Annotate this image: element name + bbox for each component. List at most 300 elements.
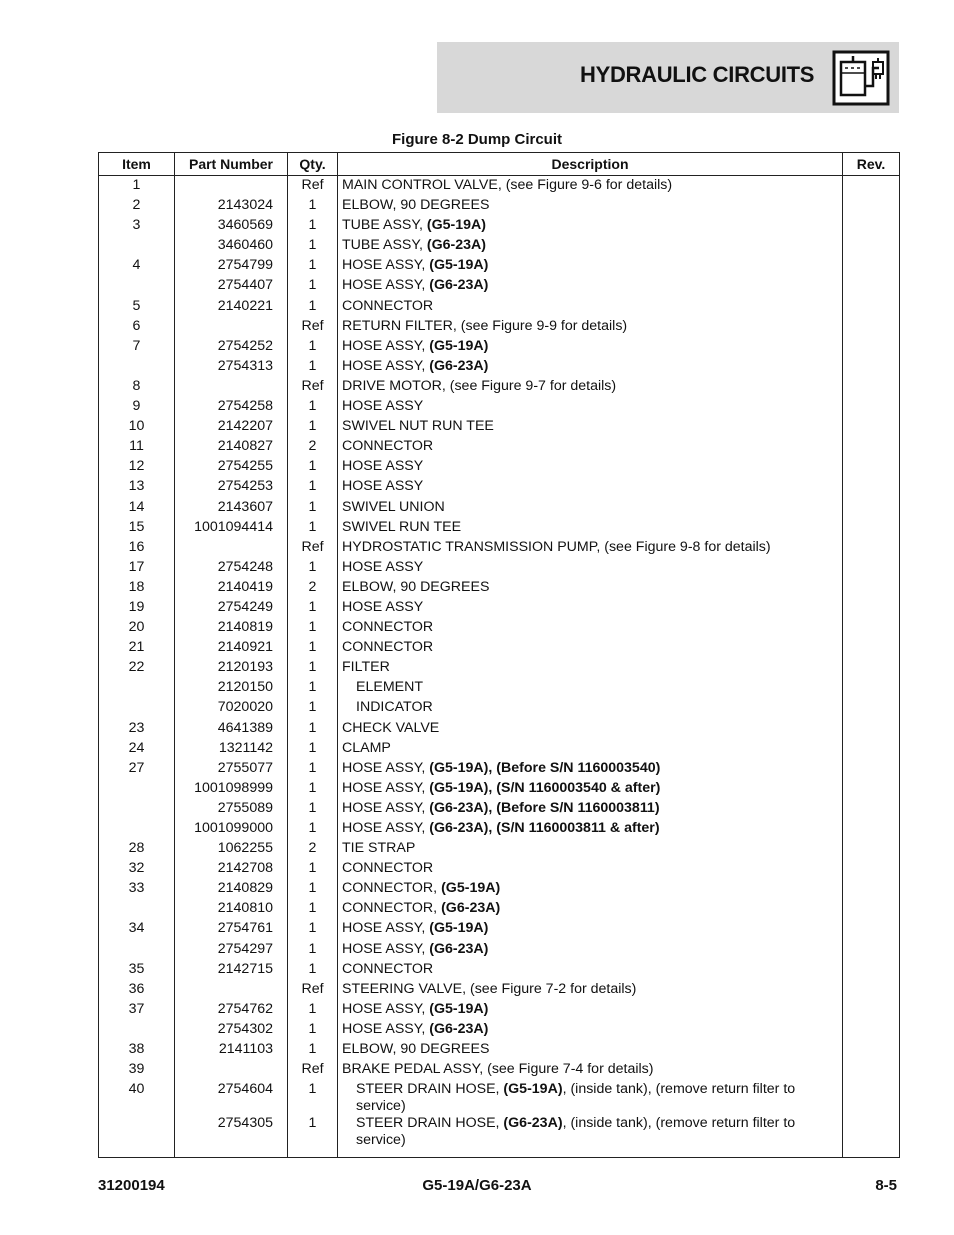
model-designation: (G5-19A), (Before S/N 1160003540) bbox=[429, 759, 661, 776]
description-text: HOSE ASSY, bbox=[342, 357, 430, 374]
model-designation: (G6-23A), (S/N 1160003811 & after) bbox=[429, 820, 660, 836]
description-text: ELBOW, 90 DEGREES bbox=[342, 578, 490, 595]
rev-cell bbox=[843, 720, 900, 740]
item-cell: 32 bbox=[128, 860, 145, 877]
item-cell: 34 bbox=[128, 920, 145, 937]
qty-cell: 1 bbox=[288, 599, 338, 619]
rev-cell bbox=[843, 197, 900, 217]
table-row bbox=[99, 237, 900, 257]
qty-cell: Ref bbox=[288, 1061, 338, 1081]
part-number-cell: 2142708 bbox=[175, 860, 288, 880]
model-designation: (G5-19A) bbox=[429, 1000, 489, 1017]
qty-cell: 1 bbox=[288, 900, 338, 920]
description-cell bbox=[338, 1021, 843, 1041]
model-designation: (G5-19A) bbox=[426, 217, 487, 234]
table-row bbox=[99, 860, 900, 880]
item-cell: 10 bbox=[128, 418, 145, 435]
part-number-cell: 1001098999 bbox=[175, 780, 288, 800]
model-designation: (G6-23A) bbox=[429, 277, 489, 294]
table-header-row bbox=[99, 153, 900, 176]
item-cell: 21 bbox=[128, 639, 145, 656]
part-number-cell: 2754604 bbox=[175, 1081, 288, 1115]
rev-cell bbox=[843, 458, 900, 478]
qty-cell: 1 bbox=[288, 720, 338, 740]
rev-cell bbox=[843, 318, 900, 338]
item-cell: 16 bbox=[128, 538, 145, 555]
qty-cell: 1 bbox=[288, 1041, 338, 1061]
qty-cell: 1 bbox=[288, 217, 338, 237]
qty-cell: 1 bbox=[288, 880, 338, 900]
description-text: INDICATOR bbox=[356, 699, 433, 716]
description-cell bbox=[338, 760, 843, 780]
table-row bbox=[99, 740, 900, 760]
item-cell bbox=[99, 941, 175, 961]
rev-cell bbox=[843, 800, 900, 820]
model-designation: (G5-19A) bbox=[429, 920, 489, 937]
part-number-cell: 2143024 bbox=[175, 197, 288, 217]
qty-cell: Ref bbox=[288, 378, 338, 398]
item-cell: 20 bbox=[128, 619, 145, 636]
part-number-cell: 2754761 bbox=[175, 920, 288, 940]
item-cell: 6 bbox=[132, 317, 141, 334]
item-cell: 17 bbox=[128, 558, 145, 575]
description-cell bbox=[338, 277, 843, 297]
qty-cell: 1 bbox=[288, 458, 338, 478]
description-text: HOSE ASSY, bbox=[342, 1000, 430, 1017]
item-cell: 9 bbox=[132, 398, 141, 415]
table-row bbox=[99, 920, 900, 940]
model-designation: (G5-19A), (S/N 1160003540 & after) bbox=[429, 779, 661, 796]
description-cell bbox=[338, 579, 843, 599]
rev-cell bbox=[843, 499, 900, 519]
model-designation: (G6-23A) bbox=[429, 940, 489, 957]
rev-cell bbox=[843, 338, 900, 358]
model-designation: (G6-23A) bbox=[503, 1115, 563, 1132]
description-cell bbox=[338, 920, 843, 940]
table-row bbox=[99, 599, 900, 619]
rev-cell bbox=[843, 257, 900, 277]
item-cell bbox=[99, 1115, 175, 1158]
parts-table bbox=[98, 152, 900, 1158]
table-row bbox=[99, 257, 900, 277]
description-cell bbox=[338, 961, 843, 981]
description-text: HOSE ASSY bbox=[342, 458, 424, 475]
part-number-cell: 1001099000 bbox=[175, 820, 288, 840]
rev-cell bbox=[843, 478, 900, 498]
table-row bbox=[99, 398, 900, 418]
description-text: ELEMENT bbox=[356, 679, 424, 696]
table-row bbox=[99, 298, 900, 318]
rev-cell bbox=[843, 740, 900, 760]
qty-cell: 1 bbox=[288, 800, 338, 820]
qty-cell: 1 bbox=[288, 237, 338, 257]
rev-cell bbox=[843, 639, 900, 659]
item-cell: 1 bbox=[132, 177, 141, 193]
description-cell bbox=[338, 478, 843, 498]
item-cell bbox=[99, 699, 175, 719]
rev-cell bbox=[843, 217, 900, 237]
qty-cell: 1 bbox=[288, 920, 338, 940]
description-cell bbox=[338, 298, 843, 318]
table-row bbox=[99, 900, 900, 920]
part-number-cell: 2120150 bbox=[175, 679, 288, 699]
qty-cell: 1 bbox=[288, 619, 338, 639]
description-cell bbox=[338, 780, 843, 800]
description-text: HOSE ASSY bbox=[342, 558, 424, 575]
description-text: CONNECTOR bbox=[342, 960, 434, 977]
description-cell bbox=[338, 820, 843, 840]
description-text: STEERING VALVE, (see Figure 7-2 for details) bbox=[342, 980, 637, 997]
part-number-cell bbox=[175, 318, 288, 338]
parts-table-body bbox=[99, 176, 900, 1158]
table-row bbox=[99, 699, 900, 719]
part-number-cell: 2755089 bbox=[175, 800, 288, 820]
description-text: HOSE ASSY, bbox=[342, 277, 430, 294]
part-number-cell bbox=[175, 981, 288, 1001]
description-cell bbox=[338, 559, 843, 579]
part-number-cell: 1321142 bbox=[175, 740, 288, 760]
footer-page-number: 8-5 bbox=[875, 1177, 897, 1194]
table-row bbox=[99, 519, 900, 539]
item-cell: 18 bbox=[128, 578, 145, 595]
qty-cell: 1 bbox=[288, 1115, 338, 1158]
model-designation: (G5-19A) bbox=[429, 337, 489, 354]
rev-cell bbox=[843, 840, 900, 860]
rev-cell bbox=[843, 1061, 900, 1081]
qty-cell: 1 bbox=[288, 860, 338, 880]
qty-cell: 1 bbox=[288, 699, 338, 719]
description-cell bbox=[338, 659, 843, 679]
description-text: HOSE ASSY bbox=[342, 478, 424, 495]
rev-cell bbox=[843, 519, 900, 539]
table-row bbox=[99, 961, 900, 981]
table-row bbox=[99, 1021, 900, 1041]
qty-cell: 1 bbox=[288, 1081, 338, 1115]
part-number-cell: 2140819 bbox=[175, 619, 288, 639]
qty-cell: 1 bbox=[288, 478, 338, 498]
rev-cell bbox=[843, 699, 900, 719]
description-cell bbox=[338, 458, 843, 478]
rev-cell bbox=[843, 860, 900, 880]
table-row bbox=[99, 941, 900, 961]
part-number-cell: 2754313 bbox=[175, 358, 288, 378]
rev-cell bbox=[843, 358, 900, 378]
description-cell bbox=[338, 619, 843, 639]
item-cell: 5 bbox=[132, 297, 141, 314]
description-cell bbox=[338, 358, 843, 378]
description-text: TIE STRAP bbox=[342, 840, 416, 857]
model-designation: (G5-19A) bbox=[441, 880, 501, 897]
item-cell bbox=[99, 900, 175, 920]
part-number-cell: 2140827 bbox=[175, 438, 288, 458]
qty-cell: 1 bbox=[288, 639, 338, 659]
qty-cell: 1 bbox=[288, 559, 338, 579]
description-cell bbox=[338, 740, 843, 760]
rev-cell bbox=[843, 900, 900, 920]
item-cell: 7 bbox=[132, 337, 141, 354]
column-header-description: Description bbox=[338, 153, 843, 176]
item-cell: 22 bbox=[128, 659, 145, 676]
description-cell bbox=[338, 318, 843, 338]
description-text: HOSE ASSY, bbox=[342, 337, 430, 354]
model-designation: (G6-23A) bbox=[429, 1020, 489, 1037]
description-text: HOSE ASSY, bbox=[342, 920, 430, 937]
part-number-cell: 2143607 bbox=[175, 499, 288, 519]
description-text: FILTER bbox=[342, 659, 390, 676]
description-text: STEER DRAIN HOSE, bbox=[356, 1115, 504, 1132]
item-cell: 23 bbox=[128, 719, 145, 736]
qty-cell: 1 bbox=[288, 941, 338, 961]
description-cell bbox=[338, 720, 843, 740]
qty-cell: 1 bbox=[288, 1021, 338, 1041]
rev-cell bbox=[843, 619, 900, 639]
description-cell bbox=[338, 900, 843, 920]
description-text: HOSE ASSY, bbox=[342, 799, 430, 816]
rev-cell bbox=[843, 378, 900, 398]
qty-cell: 1 bbox=[288, 277, 338, 297]
table-row bbox=[99, 277, 900, 297]
item-cell: 36 bbox=[128, 980, 145, 997]
table-row bbox=[99, 720, 900, 740]
description-cell bbox=[338, 699, 843, 719]
item-cell: 39 bbox=[128, 1061, 145, 1078]
part-number-cell: 2754258 bbox=[175, 398, 288, 418]
table-row bbox=[99, 619, 900, 639]
section-title: HYDRAULIC CIRCUITS bbox=[580, 62, 815, 87]
description-cell bbox=[338, 519, 843, 539]
description-text: HOSE ASSY, bbox=[342, 257, 430, 274]
part-number-cell: 7020020 bbox=[175, 699, 288, 719]
column-header-rev: Rev. bbox=[843, 153, 900, 176]
hydraulic-tank-icon bbox=[832, 48, 890, 106]
description-cell bbox=[338, 438, 843, 458]
description-cell bbox=[338, 1001, 843, 1021]
column-header-item: Item bbox=[99, 153, 175, 176]
part-number-cell: 2140921 bbox=[175, 639, 288, 659]
qty-cell: 1 bbox=[288, 740, 338, 760]
description-text: CHECK VALVE bbox=[342, 719, 440, 736]
rev-cell bbox=[843, 981, 900, 1001]
description-text: SWIVEL UNION bbox=[342, 498, 445, 515]
model-designation: (G6-23A) bbox=[426, 237, 487, 254]
rev-cell bbox=[843, 277, 900, 297]
rev-cell bbox=[843, 579, 900, 599]
model-designation: (G6-23A) bbox=[441, 900, 501, 917]
item-cell: 33 bbox=[128, 880, 145, 897]
description-text: SWIVEL NUT RUN TEE bbox=[342, 418, 494, 435]
part-number-cell bbox=[175, 539, 288, 559]
description-cell bbox=[338, 679, 843, 699]
description-text: CONNECTOR, bbox=[342, 880, 442, 897]
table-row bbox=[99, 639, 900, 659]
part-number-cell: 2755077 bbox=[175, 760, 288, 780]
item-cell: 28 bbox=[128, 840, 145, 857]
part-number-cell: 2142207 bbox=[175, 418, 288, 438]
table-row bbox=[99, 1041, 900, 1061]
table-row bbox=[99, 1061, 900, 1081]
table-row bbox=[99, 679, 900, 699]
description-text: ELBOW, 90 DEGREES bbox=[342, 197, 490, 214]
table-row bbox=[99, 176, 900, 198]
item-cell bbox=[99, 1021, 175, 1041]
part-number-cell: 4641389 bbox=[175, 720, 288, 740]
item-cell bbox=[99, 780, 175, 800]
qty-cell: Ref bbox=[288, 318, 338, 338]
description-cell bbox=[338, 1081, 843, 1115]
qty-cell: 1 bbox=[288, 499, 338, 519]
description-text: STEER DRAIN HOSE, bbox=[356, 1081, 504, 1098]
item-cell: 40 bbox=[128, 1081, 145, 1098]
part-number-cell: 2754305 bbox=[175, 1115, 288, 1158]
qty-cell: 1 bbox=[288, 519, 338, 539]
description-cell bbox=[338, 237, 843, 257]
description-cell bbox=[338, 217, 843, 237]
figure-title: Figure 8-2 Dump Circuit bbox=[391, 131, 563, 148]
table-row bbox=[99, 217, 900, 237]
description-cell bbox=[338, 378, 843, 398]
item-cell bbox=[99, 800, 175, 820]
part-number-cell: 2754252 bbox=[175, 338, 288, 358]
qty-cell: 1 bbox=[288, 418, 338, 438]
item-cell: 12 bbox=[128, 458, 145, 475]
table-row bbox=[99, 499, 900, 519]
rev-cell bbox=[843, 237, 900, 257]
footer-model: G5-19A/G6-23A bbox=[422, 1177, 532, 1194]
description-text: RETURN FILTER, (see Figure 9-9 for details) bbox=[342, 317, 628, 334]
table-row bbox=[99, 579, 900, 599]
part-number-cell: 2754407 bbox=[175, 277, 288, 297]
description-text: CONNECTOR bbox=[342, 639, 434, 656]
table-row bbox=[99, 880, 900, 900]
description-text: CONNECTOR bbox=[342, 860, 434, 877]
description-note: , (inside tank), (remove return filter to service) bbox=[356, 1081, 796, 1115]
description-cell bbox=[338, 981, 843, 1001]
description-text: SWIVEL RUN TEE bbox=[342, 518, 462, 535]
item-cell bbox=[99, 358, 175, 378]
model-designation: (G5-19A) bbox=[503, 1081, 563, 1098]
table-row bbox=[99, 760, 900, 780]
item-cell bbox=[99, 237, 175, 257]
qty-cell: 1 bbox=[288, 760, 338, 780]
table-row bbox=[99, 659, 900, 679]
description-text: CONNECTOR bbox=[342, 619, 434, 636]
rev-cell bbox=[843, 880, 900, 900]
part-number-cell bbox=[175, 176, 288, 198]
part-number-cell: 2142715 bbox=[175, 961, 288, 981]
description-text: MAIN CONTROL VALVE, (see Figure 9-6 for details) bbox=[342, 177, 673, 193]
part-number-cell bbox=[175, 1061, 288, 1081]
column-header-qty: Qty. bbox=[288, 153, 338, 176]
table-row bbox=[99, 1081, 900, 1115]
rev-cell bbox=[843, 1021, 900, 1041]
column-header-part-number: Part Number bbox=[175, 153, 288, 176]
description-text: HOSE ASSY bbox=[342, 598, 424, 615]
rev-cell bbox=[843, 941, 900, 961]
part-number-cell bbox=[175, 378, 288, 398]
description-text: HYDROSTATIC TRANSMISSION PUMP, (see Figure 9-8 for details) bbox=[342, 538, 771, 555]
qty-cell: 1 bbox=[288, 197, 338, 217]
table-row bbox=[99, 478, 900, 498]
item-cell: 4 bbox=[132, 257, 141, 274]
rev-cell bbox=[843, 176, 900, 198]
part-number-cell: 2754297 bbox=[175, 941, 288, 961]
part-number-cell: 3460569 bbox=[175, 217, 288, 237]
qty-cell: 1 bbox=[288, 338, 338, 358]
part-number-cell: 2754762 bbox=[175, 1001, 288, 1021]
qty-cell: 1 bbox=[288, 358, 338, 378]
qty-cell: Ref bbox=[288, 176, 338, 198]
qty-cell: 1 bbox=[288, 1001, 338, 1021]
table-row bbox=[99, 318, 900, 338]
model-designation: (G6-23A) bbox=[429, 357, 489, 374]
qty-cell: 1 bbox=[288, 398, 338, 418]
table-row bbox=[99, 458, 900, 478]
qty-cell: 1 bbox=[288, 961, 338, 981]
table-row bbox=[99, 820, 900, 840]
description-cell bbox=[338, 860, 843, 880]
table-row bbox=[99, 197, 900, 217]
description-text: CONNECTOR, bbox=[342, 900, 442, 917]
description-note: , (inside tank), (remove return filter to service) bbox=[356, 1115, 796, 1149]
part-number-cell: 1062255 bbox=[175, 840, 288, 860]
qty-cell: 1 bbox=[288, 820, 338, 840]
qty-cell: 1 bbox=[288, 780, 338, 800]
table-row bbox=[99, 358, 900, 378]
description-cell bbox=[338, 840, 843, 860]
description-cell bbox=[338, 880, 843, 900]
description-cell bbox=[338, 539, 843, 559]
item-cell: 15 bbox=[128, 518, 145, 535]
rev-cell bbox=[843, 1115, 900, 1158]
description-cell bbox=[338, 197, 843, 217]
description-cell bbox=[338, 639, 843, 659]
rev-cell bbox=[843, 298, 900, 318]
rev-cell bbox=[843, 418, 900, 438]
part-number-cell: 2754253 bbox=[175, 478, 288, 498]
part-number-cell: 2140419 bbox=[175, 579, 288, 599]
rev-cell bbox=[843, 1081, 900, 1115]
qty-cell: 2 bbox=[288, 438, 338, 458]
part-number-cell: 2754302 bbox=[175, 1021, 288, 1041]
item-cell bbox=[99, 820, 175, 840]
rev-cell bbox=[843, 559, 900, 579]
description-cell bbox=[338, 257, 843, 277]
item-cell: 37 bbox=[128, 1000, 145, 1017]
item-cell bbox=[99, 277, 175, 297]
item-cell: 35 bbox=[128, 960, 145, 977]
table-row bbox=[99, 559, 900, 579]
item-cell: 19 bbox=[128, 598, 145, 615]
part-number-cell: 2140810 bbox=[175, 900, 288, 920]
part-number-cell: 2140829 bbox=[175, 880, 288, 900]
item-cell: 11 bbox=[129, 438, 144, 455]
rev-cell bbox=[843, 398, 900, 418]
description-text: BRAKE PEDAL ASSY, (see Figure 7-4 for details) bbox=[342, 1061, 654, 1078]
part-number-cell: 2141103 bbox=[175, 1041, 288, 1061]
rev-cell bbox=[843, 780, 900, 800]
description-cell bbox=[338, 1041, 843, 1061]
rev-cell bbox=[843, 679, 900, 699]
table-row bbox=[99, 418, 900, 438]
part-number-cell: 3460460 bbox=[175, 237, 288, 257]
qty-cell: Ref bbox=[288, 981, 338, 1001]
table-row bbox=[99, 539, 900, 559]
part-number-cell: 2120193 bbox=[175, 659, 288, 679]
description-cell bbox=[338, 941, 843, 961]
table-row bbox=[99, 981, 900, 1001]
footer-doc-number: 31200194 bbox=[98, 1177, 165, 1194]
table-row bbox=[99, 1001, 900, 1021]
